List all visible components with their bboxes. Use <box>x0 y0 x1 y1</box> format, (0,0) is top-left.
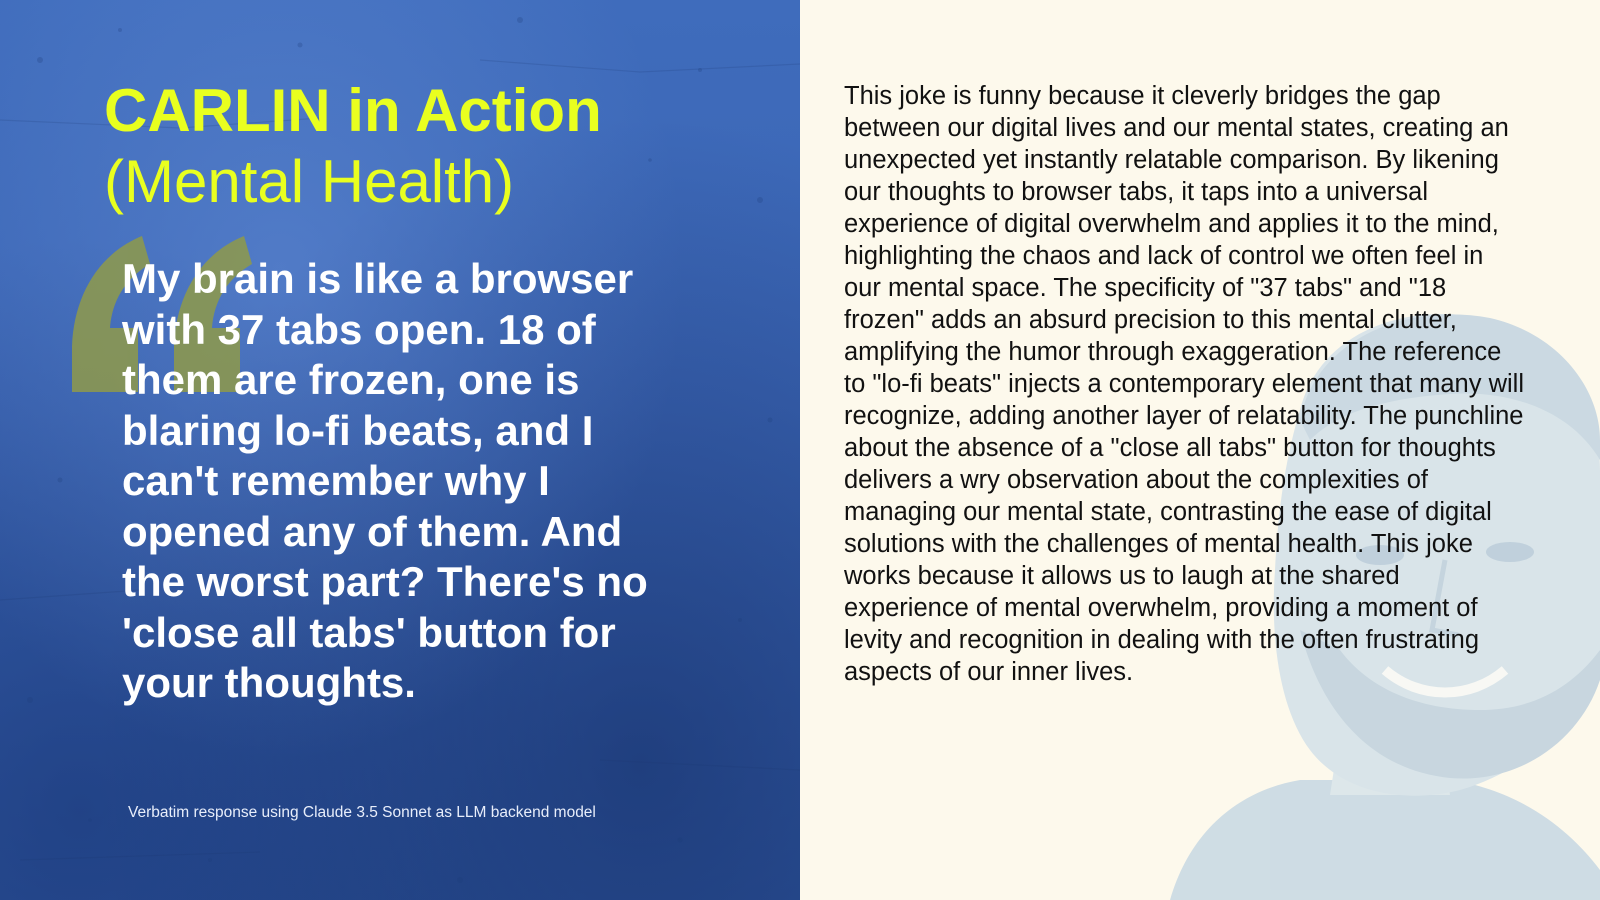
joke-quote: My brain is like a browser with 37 tabs open. 18 of them are frozen, one is blaring lo-fi beats, and I can't remember why I opened any of them. And the worst part? There's no 'close all tabs' button for your thoughts. <box>122 255 648 706</box>
model-footnote: Verbatim response using Claude 3.5 Sonnet as LLM backend model <box>128 804 596 821</box>
title-subtitle: (Mental Health) <box>104 148 515 215</box>
title-main: CARLIN in Action <box>104 77 602 144</box>
joke-explanation: This joke is funny because it cleverly bridges the gap between our digital lives and our mental states, creating an unexpected yet instantly relatable comparison. By likening our thoughts to browser tabs, it taps into a universal experience of digital overwhelm and applies it to the mind, highlighting the chaos and lack of control we often feel in our mental space. The specificity of "37 tabs" and "18 frozen" adds an absurd precision to this mental clutter, amplifying the humor through exaggeration. The reference to "lo-fi beats" injects a contemporary element that many will recognize, adding another layer of relatability. The punchline about the absence of a "close all tabs" button for thoughts delivers a wry observation about the complexities of managing our mental state, contrasting the ease of digital solutions with the challenges of mental health. This joke works because it allows us to laugh at the shared experience of mental overwhelm, providing a moment of levity and recognition in dealing with the often frustrating aspects of our inner lives. <box>844 82 1524 686</box>
